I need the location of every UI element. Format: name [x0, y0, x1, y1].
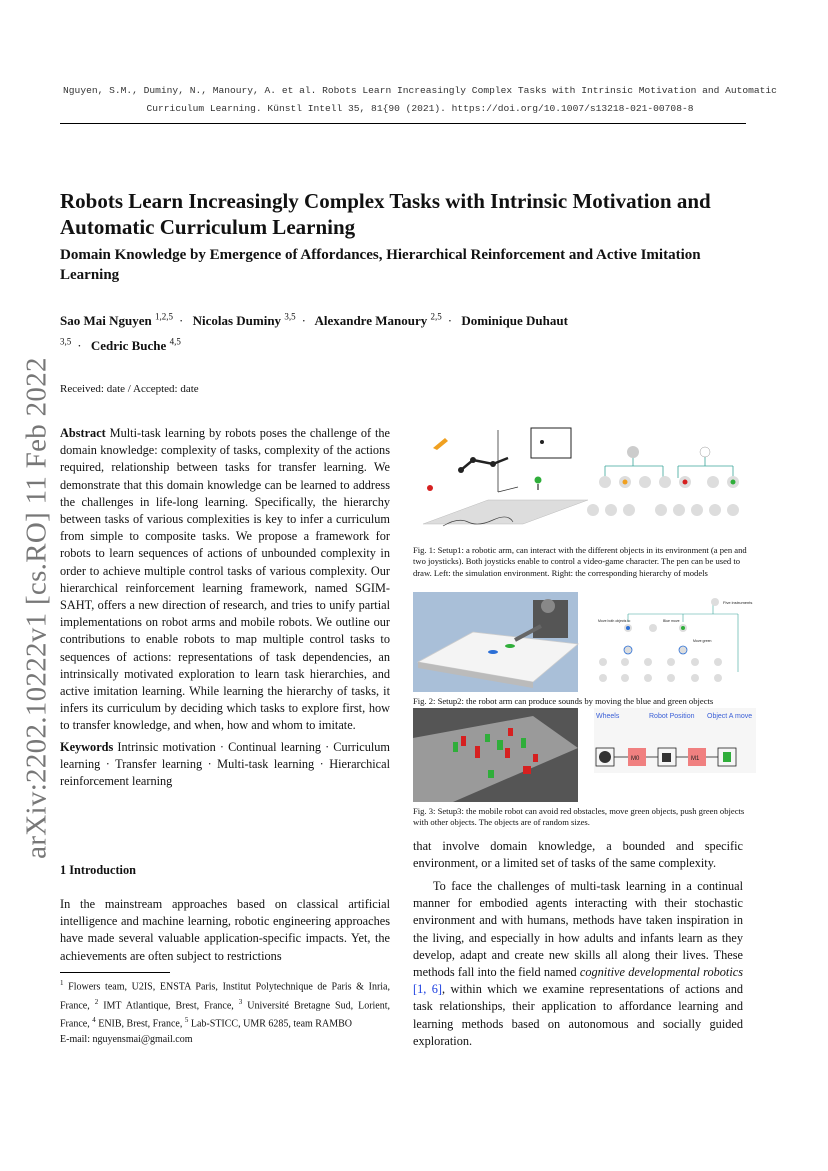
- footnote-rule: [60, 972, 170, 973]
- figure-1-caption: Fig. 1: Setup1: a robotic arm, can interact with the different objects in its environment (a pen and two joysticks). Both joysticks enable to control a video-game character. The pen can be used to draw. Left: the simulation environment. Right: the corresponding hierarchy of models: [413, 545, 747, 578]
- emphasis-term: cognitive developmental robotics: [579, 965, 743, 980]
- fig3-label-m0: M0: [631, 756, 640, 762]
- received-date: Received: date / Accepted: date: [60, 383, 199, 395]
- author-5: Cedric Buche $^{4,5}$: [90, 336, 181, 353]
- fig2-label-mid: Blue move: [663, 619, 680, 623]
- citation-header: [40, 82, 800, 118]
- author-list: Sao Mai Nguyen $^{1,2,5}$ · Nicolas Duminy $^{3,5}$ · Alexandre Manoury $^{2,5}$ · Dominique Duhaut $^{3,5}$ · Cedric Buche $^{4,5}$: [60, 312, 568, 353]
- abstract-label: Abstract: [60, 426, 106, 440]
- author-3: Alexandre Manoury $^{2,5}$: [314, 312, 442, 329]
- section-heading: 1 Introduction: [60, 863, 136, 877]
- figure-3-image: [413, 708, 759, 802]
- citation-link[interactable]: [1, 6]: [413, 982, 442, 997]
- contact-email: E-mail: nguyensmai@gmail.com: [60, 1034, 193, 1046]
- abstract-block: [60, 425, 390, 790]
- figure-2-image: [413, 592, 759, 692]
- keywords: [60, 739, 390, 791]
- figure-2-caption: Fig. 2: Setup2: the robot arm can produce sounds by moving the blue and green objects: [413, 696, 714, 706]
- fig3-label-wheels: Wheels: [596, 713, 620, 720]
- fig3-label-robot-position: Robot Position: [649, 713, 695, 720]
- paper-title: Robots Learn Increasingly Complex Tasks with Intrinsic Motivation and Automatic Curriculum Learning: [60, 189, 711, 239]
- citation-line-1: Nguyen, S.M., Duminy, N., Manoury, A. et al. Robots Learn Increasingly Complex Tasks with Intrinsic Motivation and Automatic: [63, 85, 777, 96]
- paper-subtitle: Domain Knowledge by Emergence of Affordances, Hierarchical Reinforcement and Active Imitation Learning: [60, 247, 701, 283]
- author-1: Sao Mai Nguyen $^{1,2,5}$: [60, 312, 173, 329]
- footnote: $^1$ Flowers team, U2IS, ENSTA Paris, Institut Polytechnique de Paris & Inria, France, $^2$ IMT Atlantique, Brest, France, $^3$ Université Bretagne Sud, Lorient, France, $^4$ ENIB, Brest, France, $^5$ Lab-STICC, UMR 6285, team RAMBO E-mail: nguyensmai@gmail.com: [60, 979, 391, 1046]
- fig2-label-left: Move both objects to: [598, 619, 631, 623]
- header-rule: [60, 123, 746, 124]
- arxiv-id: arXiv:2202.10222v1 [cs.RO] 11 Feb 2022: [20, 357, 53, 859]
- abstract-text: Multi-task learning by robots poses the challenge of the domain knowledge: complexity of tasks, complexity of the actions required, relationship between tasks for transfer learning. We demonstrate that this domain knowledge can be learned to address the challenges in life-long learning. Specifically, the hierarchy between tasks of various complexities is key to infer a curriculum from simple to composite tasks. We propose a framework for robots to learn sequences of actions of unbounded complexity in order to achieve multiple control tasks of various complexity. Our hierarchical reinforcement learning framework, named SGIM-SAHT, offers a new direction of research, and tries to unify partial implementations on robot arms and mobile robots. We outline our contributions to enable robots to map multiple control tasks to sequences of actions: representations of task dependencies, an intrinsically motivated exploration to learn task hierarchies, and active imitation learning. While learning the hierarchy of tasks, it infers its curriculum by deciding which tasks to explore first, how to transfer knowledge, and when, how and whom to imitate.: [60, 426, 390, 733]
- figure-3-caption: Fig. 3: Setup3: the mobile robot can avoid red obstacles, move green objects, push green objects with other objects. The objects are of random sizes.: [413, 806, 745, 828]
- fig2-label-right: Move green: [693, 639, 712, 643]
- fig3-label-object-a-move: Object A move: [707, 713, 753, 720]
- figure-1-image: [413, 422, 759, 542]
- intro-paragraph: In the mainstream approaches based on classical artificial intelligence and machine learning, robotic engineering approaches have made several valuable application-specific impacts. Yet, the achievements are often subject to restrictions: [60, 897, 390, 963]
- author-2: Nicolas Duminy $^{3,5}$: [192, 312, 296, 329]
- keywords-label: Keywords: [60, 739, 114, 754]
- fig3-label-m1: M1: [691, 756, 700, 762]
- fig2-label-top: Five instruments: [723, 600, 753, 605]
- abstract: [60, 425, 390, 735]
- keywords-text: Intrinsic motivation · Continual learning · Curriculum learning · Transfer learning · Multi-task learning · Hierarchical reinforcement learning: [60, 739, 390, 789]
- body-paragraph: To face the challenges of multi-task learning in a continual manner for embodied agents interacting with their stochastic environment and with humans, methods have taken inspiration in the living, and especially in how adults and infants learn as they develop, adapt and create new skills all along their lives. These methods fall into the field named cognitive developmental robotics [1, 6], within which we examine representations of actions and task relationships, their application to affordance learning and learning methods based on autonomous and socially guided exploration.: [413, 879, 743, 1048]
- body-paragraph-continued: that involve domain knowledge, a bounded and specific environment, or a limited set of tasks of the same complexity.: [413, 839, 743, 871]
- citation-line-2: Curriculum Learning. Künstl Intell 35, 81{90 (2021). https://doi.org/10.1007/s13218-021-00708-8: [146, 103, 694, 114]
- author-4: Dominique Duhaut $^{3,5}$: [60, 313, 568, 347]
